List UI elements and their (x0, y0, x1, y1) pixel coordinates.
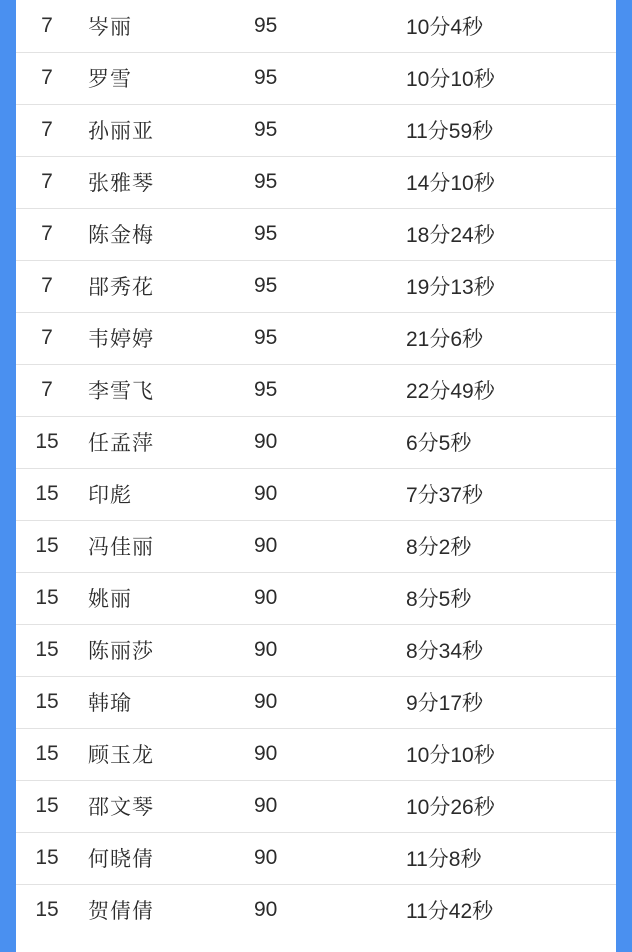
cell-score: 90 (242, 468, 392, 520)
right-accent-bar (616, 0, 632, 952)
cell-time: 19分13秒 (392, 260, 616, 312)
cell-name: 任孟萍 (72, 416, 242, 468)
table-row (16, 676, 616, 728)
cell-rank: 7 (16, 156, 72, 208)
cell-rank: 7 (16, 52, 72, 104)
cell-name: 邵文琴 (72, 780, 242, 832)
cell-rank: 15 (16, 520, 72, 572)
table-row (16, 52, 616, 104)
cell-rank: 7 (16, 312, 72, 364)
cell-rank: 15 (16, 624, 72, 676)
cell-time: 11分59秒 (392, 104, 616, 156)
cell-name: 韦婷婷 (72, 312, 242, 364)
cell-time: 8分2秒 (392, 520, 616, 572)
table-row (16, 728, 616, 780)
cell-score: 90 (242, 624, 392, 676)
cell-score: 95 (242, 0, 392, 52)
cell-rank: 7 (16, 208, 72, 260)
cell-rank: 15 (16, 416, 72, 468)
table-row (16, 364, 616, 416)
cell-rank: 7 (16, 104, 72, 156)
cell-name: 韩瑜 (72, 676, 242, 728)
cell-name: 陈金梅 (72, 208, 242, 260)
ranking-table-body (16, 0, 616, 936)
table-row (16, 104, 616, 156)
cell-time: 10分4秒 (392, 0, 616, 52)
cell-rank: 15 (35, 898, 59, 922)
cell-time: 14分10秒 (392, 156, 616, 208)
cell-time: 9分17秒 (392, 676, 616, 728)
cell-name: 孙丽亚 (72, 104, 242, 156)
table-row (16, 312, 616, 364)
cell-score: 90 (242, 676, 392, 728)
cell-score: 90 (242, 520, 392, 572)
cell-score: 90 (242, 416, 392, 468)
cell-score: 90 (242, 572, 392, 624)
table-row (16, 156, 616, 208)
table-row (16, 780, 616, 832)
ranking-table (16, 0, 616, 936)
cell-time: 8分34秒 (392, 624, 616, 676)
cell-name: 郘秀花 (72, 260, 242, 312)
left-accent-bar (0, 0, 16, 952)
table-row (16, 884, 616, 936)
ranking-list-content (16, 0, 616, 952)
cell-name: 李雪飞 (72, 364, 242, 416)
table-row (16, 260, 616, 312)
cell-rank: 15 (16, 780, 72, 832)
cell-time: 10分10秒 (392, 728, 616, 780)
cell-time: 11分8秒 (392, 832, 616, 884)
table-row (16, 572, 616, 624)
cell-time: 10分10秒 (392, 52, 616, 104)
cell-rank: 15 (16, 572, 72, 624)
cell-score: 95 (242, 312, 392, 364)
cell-name: 顾玉龙 (72, 728, 242, 780)
cell-score: 90 (254, 898, 278, 922)
cell-name: 冯佳丽 (72, 520, 242, 572)
cell-time: 8分5秒 (392, 572, 616, 624)
table-row (16, 0, 616, 52)
cell-time: 21分6秒 (392, 312, 616, 364)
cell-name: 罗雪 (72, 52, 242, 104)
cell-time: 7分37秒 (392, 468, 616, 520)
table-row (16, 624, 616, 676)
cell-name: 贺倩倩 (88, 900, 154, 924)
cell-name: 印彪 (72, 468, 242, 520)
cell-time: 22分49秒 (392, 364, 616, 416)
table-row (16, 208, 616, 260)
cell-name: 姚丽 (72, 572, 242, 624)
cell-score: 95 (242, 364, 392, 416)
cell-score: 95 (242, 260, 392, 312)
table-row (16, 520, 616, 572)
cell-rank: 7 (16, 260, 72, 312)
cell-name: 岑丽 (72, 0, 242, 52)
cell-rank: 7 (16, 0, 72, 52)
cell-score: 90 (242, 728, 392, 780)
cell-time: 18分24秒 (392, 208, 616, 260)
cell-score: 95 (242, 208, 392, 260)
cell-time: 6分5秒 (392, 416, 616, 468)
cell-score: 90 (242, 780, 392, 832)
table-row (16, 468, 616, 520)
cell-score: 95 (242, 156, 392, 208)
cell-rank: 15 (16, 728, 72, 780)
cell-time: 11分42秒 (406, 900, 494, 924)
table-row (16, 832, 616, 884)
table-row (16, 416, 616, 468)
cell-rank: 15 (16, 468, 72, 520)
cell-rank: 15 (16, 676, 72, 728)
cell-name: 陈丽莎 (72, 624, 242, 676)
cell-name: 张雅琴 (72, 156, 242, 208)
cell-score: 95 (242, 52, 392, 104)
cell-rank: 7 (16, 364, 72, 416)
cell-score: 95 (242, 104, 392, 156)
cell-name: 何晓倩 (72, 832, 242, 884)
cell-time: 10分26秒 (392, 780, 616, 832)
cell-score: 90 (242, 832, 392, 884)
cell-rank: 15 (16, 832, 72, 884)
